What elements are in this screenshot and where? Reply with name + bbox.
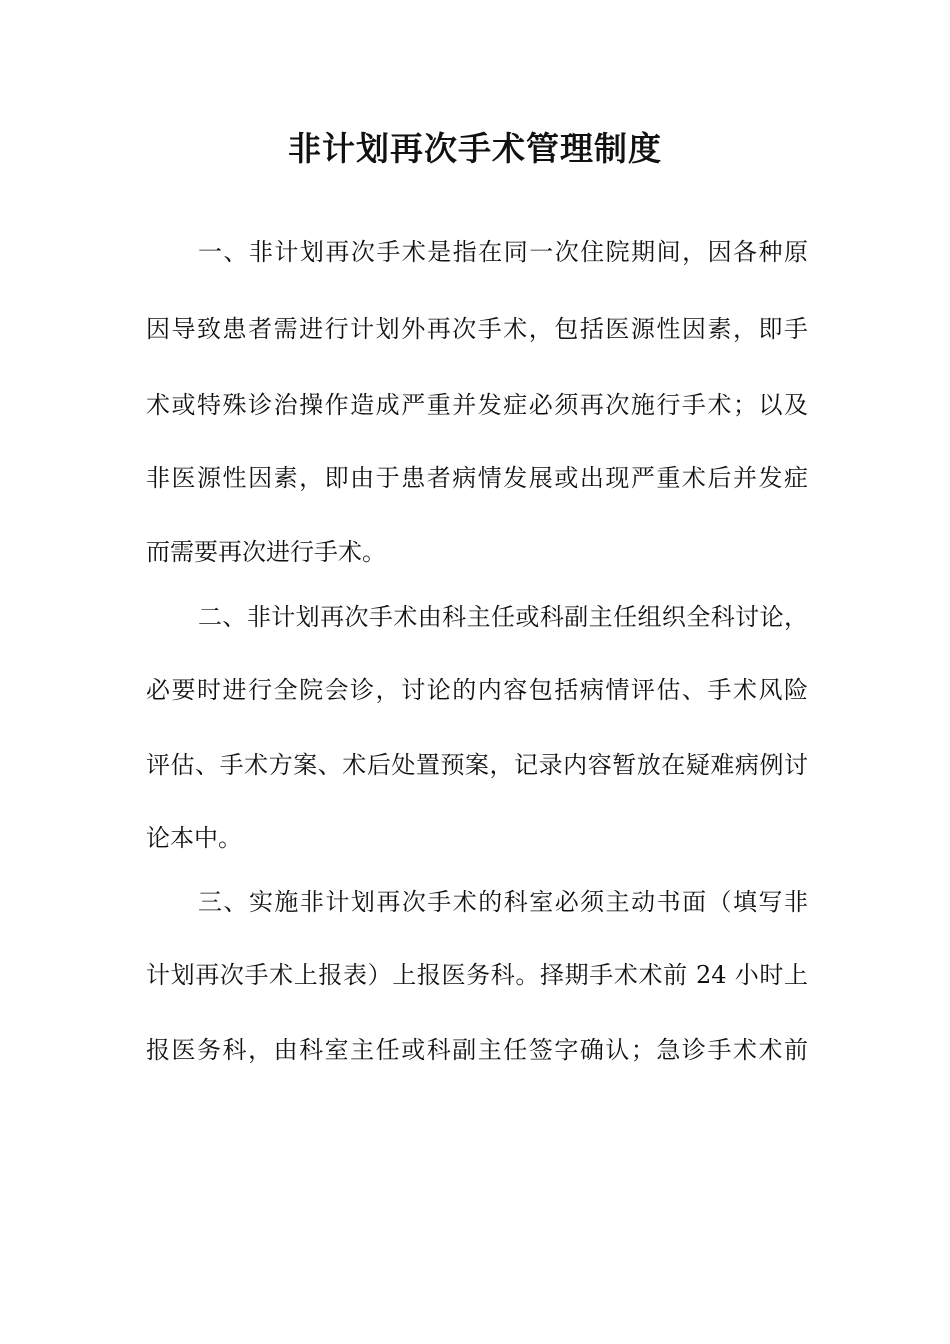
paragraph-line: 术或特殊诊治操作造成严重并发症必须再次施行手术；以及: [146, 391, 808, 419]
paragraph-line: 三、实施非计划再次手术的科室必须主动书面（填写非: [198, 888, 808, 916]
paragraph-line: 论本中。: [146, 824, 242, 852]
paragraph-line: 非医源性因素，即由于患者病情发展或出现严重术后并发症: [146, 464, 808, 492]
paragraph-line: 因导致患者需进行计划外再次手术，包括医源性因素，即手: [146, 315, 808, 343]
paragraph-line: 报医务科，由科室主任或科副主任签字确认；急诊手术术前: [146, 1036, 808, 1064]
paragraph-line: 二、非计划再次手术由科主任或科副主任组织全科讨论，: [198, 603, 808, 631]
paragraph-line: 评估、手术方案、术后处置预案，记录内容暂放在疑难病例讨: [146, 751, 808, 779]
paragraph-line: 而需要再次进行手术。: [146, 538, 386, 566]
paragraph-line: 一、非计划再次手术是指在同一次住院期间，因各种原: [198, 238, 808, 266]
paragraph-line: 计划再次手术上报表）上报医务科。择期手术术前 24 小时上: [146, 961, 808, 989]
paragraph-line: 必要时进行全院会诊，讨论的内容包括病情评估、手术风险: [146, 676, 808, 704]
document-title: 非计划再次手术管理制度: [288, 129, 662, 168]
